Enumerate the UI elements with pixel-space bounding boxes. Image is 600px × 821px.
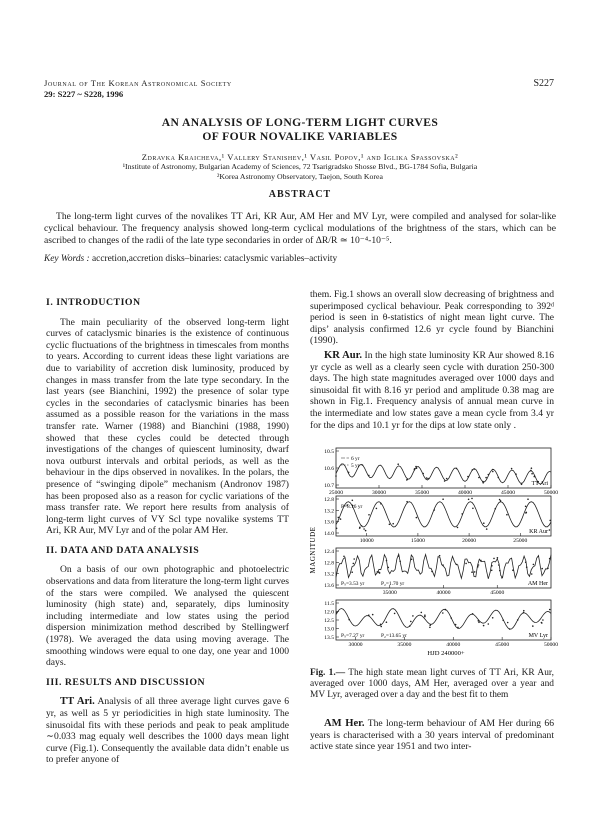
keywords [44,254,556,264]
data-point [446,478,448,480]
journal-name: Journal of The Korean Astronomical Society [44,78,232,88]
data-point [499,499,501,501]
abstract-text: The long-term light curves of the novalikes TT Ari, KR Aur, AM Her and MV Lyr, were compiled and analysed for solar-like cyclical behaviour. The frequency analysis showed long-term cyclical modulations of the brightness of the stars, which can be ascribed to changes of the radii of the late type secondaries in order of ΔR/R ≃ 10⁻⁴-10⁻⁵. [44,211,556,246]
data-point [492,617,494,619]
x-tick-label: 15000 [410,538,425,544]
data-point [541,568,543,570]
x-tick-label: 10000 [359,538,374,544]
data-analysis-text: On a basis of our own photographic and photoelectric observations and data from literature the long-term light curves of the stars were compiled. We analysed the quiescent luminosity (high state) and, separately, dips luminosity including intermediate and low states using the period dispersion minimization method described by Stellingwerf (1978). We averaged the data using moving average. The smoothing windows were equal to one day, one year and 1000 days. [46,564,289,669]
data-point [511,468,513,470]
right-column-top [310,289,554,431]
author-list: Zdravka Kraicheva,¹ Vallery Stanishev,¹ Vasil Popov,¹ and Iglika Spassovska² [141,152,459,162]
data-point [424,616,426,618]
data-point [523,610,525,612]
x-tick-label: 40000 [458,490,472,496]
data-point [531,467,533,469]
keywords-label: Key Words : [44,254,90,264]
data-point [380,503,382,505]
x-tick-label: 45000 [495,642,510,648]
panel-star-label: TT Ari [531,481,548,487]
data-point [386,621,388,623]
data-point [429,627,431,629]
data-point [547,567,549,569]
data-point [416,517,418,519]
data-point [509,628,511,630]
x-tick-label: 35000 [382,590,397,596]
x-tick-label: 40000 [436,590,451,596]
data-point [483,522,485,524]
data-point [506,514,508,516]
section-heading-introduction: I. INTRODUCTION [46,297,141,308]
data-point [442,498,444,500]
data-point [409,625,411,627]
data-point [457,627,459,629]
data-point [541,622,543,624]
data-point [336,528,338,530]
data-point [368,614,370,616]
data-point [359,527,361,529]
affiliations [0,162,600,181]
data-point [426,477,428,479]
data-point [450,617,452,619]
data-point [532,625,534,627]
panel-kr-aur [324,496,551,544]
data-point [531,573,533,575]
data-point [512,569,514,571]
am-her-lead: AM Her. [324,718,365,729]
data-point [353,558,355,560]
data-point [482,481,484,483]
data-point [394,613,396,615]
y-tick-label: 12.0 [324,609,334,616]
paper-title [0,116,600,144]
data-point [392,523,394,525]
data-point [338,517,340,519]
data-point [480,560,482,562]
x-tick-label: 25000 [329,490,343,496]
x-tick-label: 30000 [348,642,363,648]
data-point [429,624,431,626]
data-point [456,468,458,470]
data-point [525,561,527,563]
data-point [515,473,517,475]
panel-star-label: AM Her [527,581,548,587]
data-point [412,615,414,617]
x-tick-label: 50000 [544,642,558,648]
data-point [488,474,490,476]
data-point [495,508,497,510]
tt-ari-continued: them. Fig.1 shows an overall slow decreasing of brightness and superimposed cyclical behaviour. Peak corresponding to 392ᵈ period is seen in θ-statistics of night mean light curve. The dips’ analysis confirmed 12.6 yr cycle found by Bianchini (1990). [310,289,554,347]
tt-ari-text: Analysis of all three average light curves gave 6 yr, as well as 5 yr periodicities in high state luminosity. The sinusoidal fits with these periods and peak to peak amplitude ∼0.033 mag equaly well describes the 1000 days mean light curve (Fig.1). Consequently the available data didn’t enable us to prefer anyone of [46,696,289,766]
y-tick-label: 14.0 [324,531,334,537]
affiliation-2: ²Korea Astronomy Observatory, Taejon, South Korea [217,171,383,181]
y-tick-label: 12.4 [324,549,334,555]
data-point [379,572,381,574]
legend-entry: P₂=1.70 yr [381,581,405,587]
x-tick-label: 45000 [501,490,515,496]
data-point [549,558,551,560]
data-point [478,620,480,622]
abstract-heading: ABSTRACT [268,189,332,200]
panel-am-her [324,548,551,596]
data-point [431,571,433,573]
data-point [424,614,426,616]
data-point [348,472,350,474]
x-axis-label: HJD 240000+ [427,650,465,657]
data-point [499,570,501,572]
x-tick-label: 35000 [415,490,429,496]
data-point [340,518,342,520]
data-point [434,509,436,511]
data-point [353,563,355,565]
y-tick-label: 12.5 [324,618,334,624]
data-point [407,478,409,480]
panel-frame [336,448,551,488]
data-point [406,501,408,503]
data-point [439,555,441,557]
fit-curve [336,609,551,630]
y-tick-label: 12.8 [324,497,334,503]
data-point [472,508,474,510]
data-point [336,612,338,614]
tt-ari-lead: TT Ari. [60,696,95,708]
data-point [525,512,527,514]
kr-aur-lead: KR Aur. [324,349,363,361]
fit-curve [336,554,551,579]
data-point [461,513,463,515]
introduction-text: The main peculiarity of the observed long-term light curves of cataclysmic binaries is the existence of continuous cyclic fluctuations of the brightness in timescales from months to years. According to current ideas these light variations are due to variability of accretion disk luminosity, produced by changes in mass transfer from the late type secondary. In the last years (see Bianchini, 1992) the presence of solar type cycles in the secondaries of cataclysmic binaries has been assumed as a possible reason for the variations in the mass transfer rate. Warner (1988) and Bianchini (1988, 1990) showed that these cycles could be detected through investigations of the changes of quiescent luminosity, dwarf nova outburst intervals and orbital periods, as well as the behaviour in the dips observed in novalikes. In the polars, the presence of “swinging dipole” mechanism (Andronov 1987) has been proposed also as a reason for cyclic variations of the mass transfer rate. We report here results from analysis of long-term light curves of VY Scl type novalike systems TT Ari, KR Aur, MV Lyr and of the polar AM Her. [46,316,289,537]
data-point [427,478,429,480]
legend-entry: 5 yr [351,463,360,469]
x-tick-label: 30000 [372,490,386,496]
data-point [526,566,528,568]
keywords-text: accretion,accretion disks–binaries: cataclysmic variables–activity [92,254,338,264]
data-point [415,466,417,468]
data-point [517,619,519,621]
data-point [467,476,469,478]
data-point [549,609,551,611]
data-point [410,621,412,623]
data-point [531,473,533,475]
panel-star-label: MV Lyr [528,633,548,639]
y-tick-label: 13.0 [324,626,334,633]
title-line-1: AN ANALYSIS OF LONG-TERM LIGHT CURVES [161,116,439,129]
data-point [389,524,391,526]
data-point [422,473,424,475]
data-point [397,463,399,465]
data-point [472,613,474,615]
data-point [542,619,544,621]
data-point [501,577,503,579]
data-point [474,571,476,573]
legend-entry: P₂=13.65 yr [381,633,407,639]
data-point [530,470,532,472]
legend-entry: Pₛ=7.27 yr [341,633,365,639]
data-point [348,619,350,621]
data-point [368,514,370,516]
legend-entry: 6 yr [351,456,360,462]
panel-star-label: KR Aur [529,529,548,535]
data-point [411,559,413,561]
data-point [477,566,479,568]
section-heading-data: II. DATA AND DATA ANALYSIS [46,544,200,556]
x-tick-label: 45000 [490,590,505,596]
data-point [498,477,500,479]
abstract [44,211,556,247]
title-line-2: OF FOUR NOVALIKE VARIABLES [202,130,398,143]
figure-1-caption [310,668,554,701]
data-point [478,477,480,479]
data-point [507,622,509,624]
am-her-text: The long-term behaviour of AM Her during 66 years is characterised with a 30 years interval of predominant active state since year 1951 and two inter- [310,718,554,753]
data-point [416,467,418,469]
y-tick-label: 13.2 [324,571,334,578]
data-point [365,530,367,532]
y-axis-label: MAGNITUDE [309,526,317,574]
data-point [361,525,363,527]
data-point [421,612,423,614]
y-tick-label: 13.2 [324,508,334,515]
panel-mv-lyr [324,600,558,648]
data-point [399,561,401,563]
x-tick-label: 50000 [544,490,558,496]
right-column-bottom [310,718,554,753]
panel-frame [336,496,551,536]
data-point [497,557,499,559]
data-point [388,567,390,569]
y-tick-label: 13.6 [324,583,334,589]
data-point [483,625,485,627]
volume-info: 29: S227 ~ S228, 1996 [44,89,124,99]
data-point [442,612,444,614]
data-point [491,565,493,567]
data-point [521,484,523,486]
data-point [335,475,337,477]
data-point [456,564,458,566]
data-point [549,529,551,531]
data-point [363,528,365,530]
caption-text: The high state mean light curves of TT Ari, KR Aur, averaged over 1000 days, AM Her, averaged over a year and MV Lyr, averaged over a day and the best fit to them [310,668,554,700]
am-her-paragraph [310,718,554,753]
data-point [492,471,494,473]
x-tick-label: 20000 [462,538,477,544]
y-tick-label: 13.5 [324,635,334,641]
data-point [445,609,447,611]
data-point [485,477,487,479]
data-point [343,556,345,558]
figure-1-light-curves [306,440,556,662]
data-point [362,464,364,466]
affiliation-1: ¹Institute of Astronomy, Bulgarian Academy of Sciences, 72 Tsarigradsko Shosse Blvd., BG-1784 Sofia, Bulgaria [122,162,478,171]
data-point [527,498,529,500]
data-point [414,469,416,471]
x-tick-label: 40000 [446,642,461,648]
data-point [386,560,388,562]
data-point [457,527,459,529]
data-point [380,624,382,626]
data-point [533,564,535,566]
data-point [493,558,495,560]
data-point [498,564,500,566]
panel-frame [336,600,551,640]
data-point [474,468,476,470]
kr-aur-paragraph [310,350,554,431]
data-point [486,528,488,530]
x-tick-label: 35000 [397,642,412,648]
data-point [471,571,473,573]
y-tick-label: 10.7 [324,483,334,489]
data-point [468,499,470,501]
fit-curve [336,502,551,527]
fit-curve [336,464,551,484]
data-point [502,619,504,621]
data-point [455,624,457,626]
data-point [380,626,382,628]
data-point [398,555,400,557]
page-number: S227 [533,78,554,89]
data-point [523,612,525,614]
section-heading-results: III. RESULTS AND DISCUSSION [46,676,206,688]
legend-entry: P=8.16 yr [341,504,363,510]
data-point [549,520,551,522]
data-point [472,469,474,471]
data-point [377,571,379,573]
y-tick-label: 10.6 [324,466,334,472]
data-point [500,500,502,502]
data-point [491,570,493,572]
kr-aur-text: In the high state luminosity KR Aur showed 8.16 yr cycle as well as a clearly seen cycle with duration 250-300 days. The high state magnitudes averaged over 1000 days and sinusoidal fit with 8.16 yr period and amplitude 0.38 mag are shown in Fig.1. Frequency analysis of annual mean curve in the intermediate and low states gave a mean cycle from 3.4 yr for the dips and 10.1 yr for the dips at low state only . [310,349,554,431]
y-tick-label: 11.5 [324,601,334,607]
data-point [442,564,444,566]
left-column [46,289,289,766]
data-point [376,508,378,510]
data-point [444,480,446,482]
panel-tt-ari [324,448,558,496]
panel-frame [336,548,551,588]
data-point [534,475,536,477]
data-point [478,622,480,624]
data-point [471,498,473,500]
y-tick-label: 10.5 [324,449,334,455]
running-header [44,78,232,100]
data-point [525,506,527,508]
data-point [465,563,467,565]
x-tick-label: 25000 [513,538,528,544]
tt-ari-paragraph [46,696,289,766]
data-point [351,571,353,573]
data-point [492,469,494,471]
data-point [368,475,370,477]
y-tick-label: 13.6 [324,519,334,526]
data-point [352,500,354,502]
legend-entry: Pₛ=3.53 yr [341,581,365,587]
y-tick-label: 12.8 [324,560,334,567]
data-point [488,623,490,625]
data-point [372,614,374,616]
data-point [478,564,480,566]
caption-label: Fig. 1.— [310,668,346,678]
